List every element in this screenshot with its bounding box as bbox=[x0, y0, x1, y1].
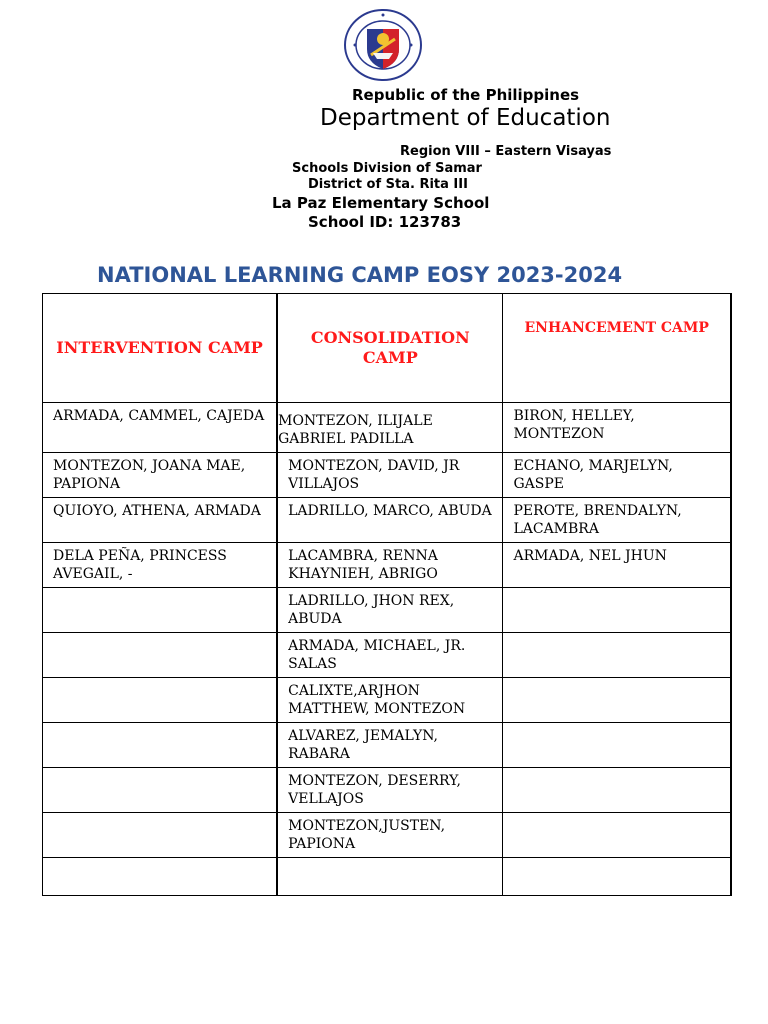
header-enhancement-camp: ENHANCEMENT CAMP bbox=[503, 294, 731, 403]
table-row bbox=[43, 543, 732, 588]
enhancement-cell bbox=[503, 768, 731, 813]
enhancement-cell: PEROTE, BRENDALYN, LACAMBRA bbox=[503, 498, 731, 543]
header-consolidation-camp: CONSOLIDATION CAMP bbox=[277, 294, 503, 403]
intervention-cell bbox=[43, 768, 278, 813]
table-row bbox=[43, 813, 732, 858]
school-name: La Paz Elementary School bbox=[272, 194, 490, 212]
table-row bbox=[43, 588, 732, 633]
intervention-cell bbox=[43, 588, 278, 633]
enhancement-cell: BIRON, HELLEY, MONTEZON bbox=[503, 403, 731, 453]
table-row bbox=[43, 678, 732, 723]
enhancement-cell: ARMADA, NEL JHUN bbox=[503, 543, 731, 588]
consolidation-cell: MONTEZON, ILIJALE GABRIEL PADILLA bbox=[277, 403, 503, 453]
department-title: Department of Education bbox=[320, 105, 611, 131]
school-id: School ID: 123783 bbox=[308, 213, 462, 231]
table-row bbox=[43, 453, 732, 498]
page-title: NATIONAL LEARNING CAMP EOSY 2023-2024 bbox=[97, 263, 623, 287]
intervention-cell: QUIOYO, ATHENA, ARMADA bbox=[43, 498, 278, 543]
consolidation-cell: MONTEZON,JUSTEN, PAPIONA bbox=[277, 813, 503, 858]
enhancement-cell bbox=[503, 633, 731, 678]
consolidation-cell: ARMADA, MICHAEL, JR. SALAS bbox=[277, 633, 503, 678]
consolidation-cell: ALVAREZ, JEMALYN, RABARA bbox=[277, 723, 503, 768]
enhancement-cell bbox=[503, 858, 731, 896]
intervention-cell bbox=[43, 678, 278, 723]
intervention-cell bbox=[43, 858, 278, 896]
table-row bbox=[43, 403, 732, 453]
region-line: Region VIII – Eastern Visayas bbox=[400, 144, 612, 159]
consolidation-cell: LADRILLO, JHON REX, ABUDA bbox=[277, 588, 503, 633]
intervention-cell: MONTEZON, JOANA MAE, PAPIONA bbox=[43, 453, 278, 498]
division-line: Schools Division of Samar bbox=[292, 161, 482, 176]
consolidation-cell: MONTEZON, DAVID, JR VILLAJOS bbox=[277, 453, 503, 498]
consolidation-cell: MONTEZON, DESERRY, VELLAJOS bbox=[277, 768, 503, 813]
intervention-cell bbox=[43, 633, 278, 678]
table-row bbox=[43, 633, 732, 678]
enhancement-cell bbox=[503, 588, 731, 633]
intervention-cell bbox=[43, 723, 278, 768]
intervention-cell bbox=[43, 813, 278, 858]
republic-line: Republic of the Philippines bbox=[352, 86, 580, 104]
deped-seal-logo bbox=[343, 9, 423, 81]
consolidation-cell: LADRILLO, MARCO, ABUDA bbox=[277, 498, 503, 543]
header-intervention-camp: INTERVENTION CAMP bbox=[43, 294, 278, 403]
camp-table bbox=[42, 293, 732, 896]
table-row bbox=[43, 768, 732, 813]
intervention-cell: DELA PEÑA, PRINCESS AVEGAIL, - bbox=[43, 543, 278, 588]
enhancement-cell bbox=[503, 813, 731, 858]
table-header-row bbox=[43, 294, 732, 403]
table-row bbox=[43, 498, 732, 543]
district-line: District of Sta. Rita III bbox=[308, 177, 468, 192]
consolidation-cell: CALIXTE,ARJHON MATTHEW, MONTEZON bbox=[277, 678, 503, 723]
consolidation-cell bbox=[277, 858, 503, 896]
intervention-cell: ARMADA, CAMMEL, CAJEDA bbox=[43, 403, 278, 453]
enhancement-cell bbox=[503, 678, 731, 723]
table-row bbox=[43, 723, 732, 768]
consolidation-cell: LACAMBRA, RENNA KHAYNIEH, ABRIGO bbox=[277, 543, 503, 588]
enhancement-cell: ECHANO, MARJELYN, GASPE bbox=[503, 453, 731, 498]
table-row bbox=[43, 858, 732, 896]
table-body bbox=[43, 403, 732, 896]
enhancement-cell bbox=[503, 723, 731, 768]
